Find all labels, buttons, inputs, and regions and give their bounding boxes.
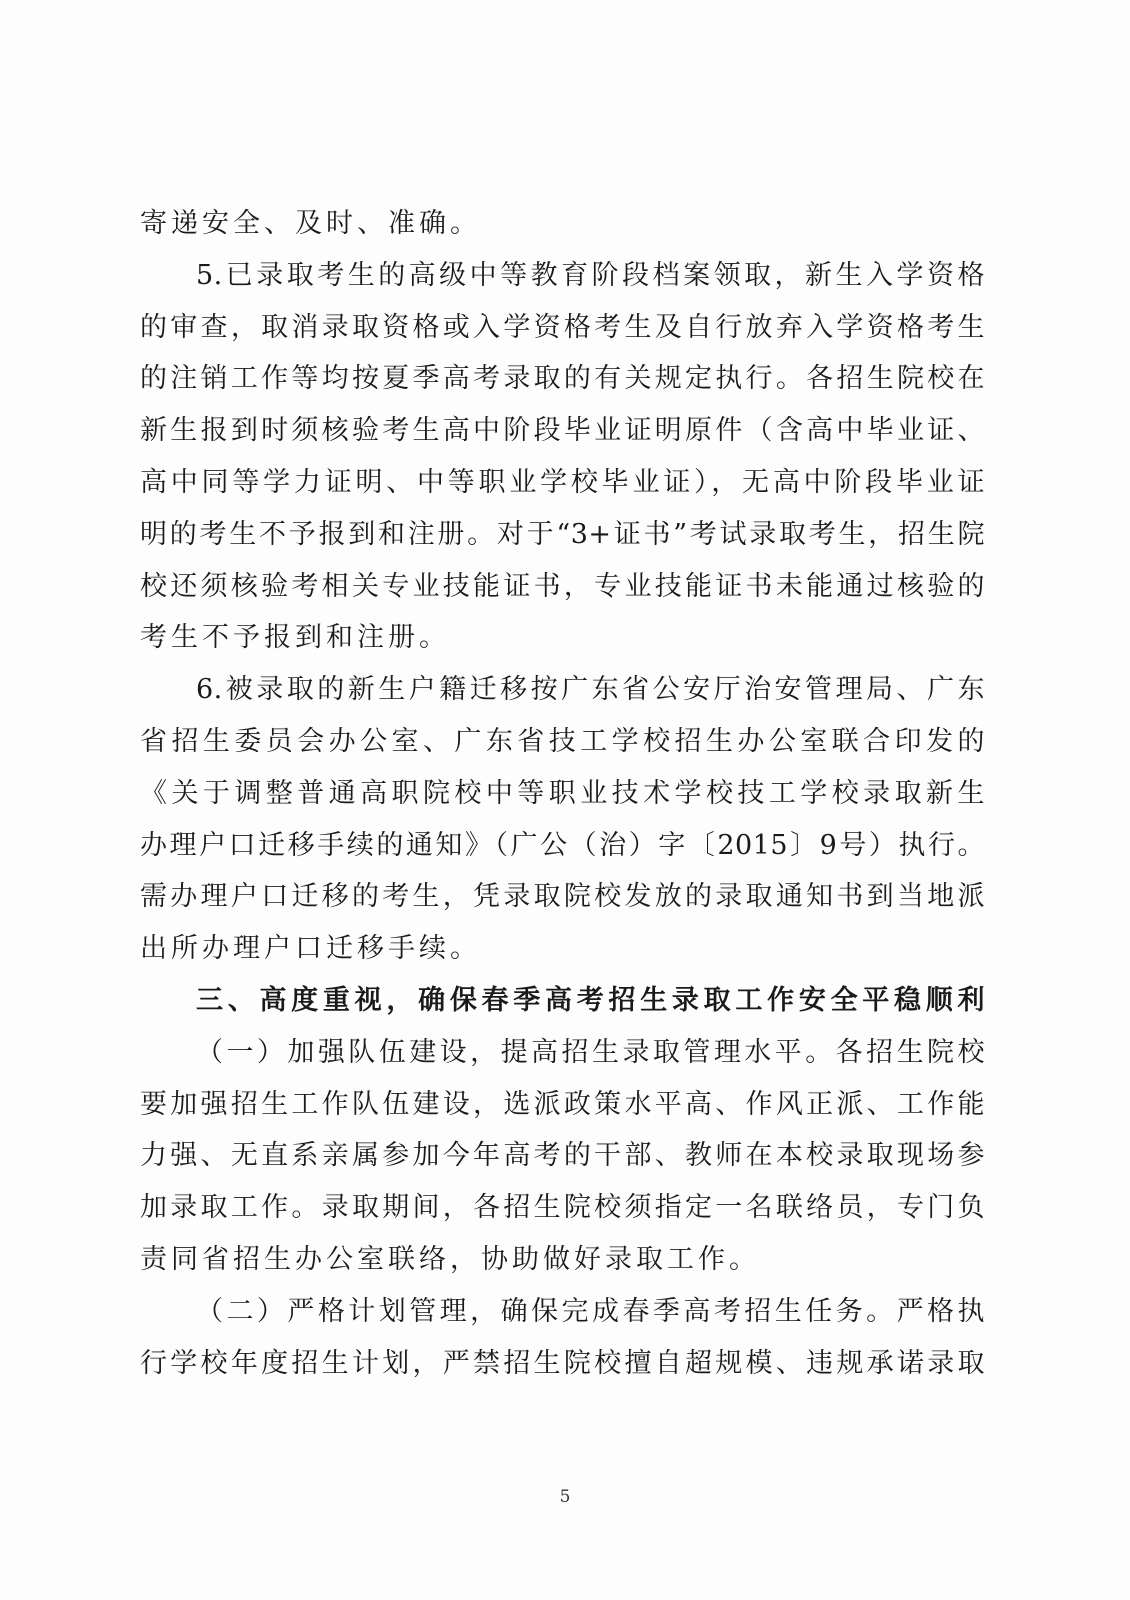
text-line [140,509,985,561]
line-text: 寄递安全、及时、准确。 [140,208,481,239]
line-text: 行学校年度招生计划，严禁招生院校擅自超规模、违规承诺录取 [140,1347,985,1379]
text-line [140,250,985,302]
line-text: （二）严格计划管理，确保完成春季高考招生任务。严格执 [196,1295,985,1327]
line-text: 责同省招生办公室联络，协助做好录取工作。 [140,1243,760,1275]
text-line [140,716,985,768]
line-text: （一）加强队伍建设，提高招生录取管理水平。各招生院校 [196,1036,985,1068]
text-line [140,302,985,354]
line-text: 三、高度重视，确保春季高考招生录取工作安全平稳顺利 [196,984,985,1016]
line-text: 明的考生不予报到和注册。对于“3+证书”考试录取考生，招生院 [140,518,985,550]
section-heading [140,975,985,1027]
line-text: 考生不予报到和注册。 [140,622,450,654]
page-number: 5 [559,1487,571,1507]
text-line [140,1027,985,1079]
text-line [140,768,985,820]
line-text: 需办理户口迁移的考生，凭录取院校发放的录取通知书到当地派 [140,881,985,913]
line-text: 5.已录取考生的高级中等教育阶段档案领取，新生入学资格 [196,259,985,291]
text-line [140,664,985,716]
line-text: 省招生委员会办公室、广东省技工学校招生办公室联合印发的 [140,725,985,757]
line-text: 新生报到时须核验考生高中阶段毕业证明原件（含高中毕业证、 [140,415,985,447]
text-line [140,1182,985,1234]
line-text: 力强、无直系亲属参加今年高考的干部、教师在本校录取现场参 [140,1140,985,1172]
text-line [140,871,985,923]
text-line [140,1286,985,1338]
text-line [140,1234,985,1286]
text-line [140,353,985,405]
line-text: 的注销工作等均按夏季高考录取的有关规定执行。各招生院校在 [140,363,985,395]
text-line [140,457,985,509]
body-text [140,198,985,1389]
line-text: 要加强招生工作队伍建设，选派政策水平高、作风正派、工作能 [140,1088,985,1120]
text-line [140,1130,985,1182]
text-line [140,1079,985,1131]
text-line [140,1338,985,1390]
text-line [140,561,985,613]
line-text: 校还须核验考相关专业技能证书，专业技能证书未能通过核验的 [140,570,985,602]
text-line [140,612,985,664]
line-text: 6.被录取的新生户籍迁移按广东省公安厅治安管理局、广东 [196,674,985,706]
text-line [140,198,985,250]
text-line [140,923,985,975]
line-text: 办理户口迁移手续的通知》（广公（治）字〔2015〕9号）执行。 [140,829,985,861]
line-text: 加录取工作。录取期间，各招生院校须指定一名联络员，专门负 [140,1192,985,1224]
line-text: 高中同等学力证明、中等职业学校毕业证），无高中阶段毕业证 [140,466,985,498]
line-text: 出所办理户口迁移手续。 [140,933,481,965]
line-text: 《关于调整普通高职院校中等职业技术学校技工学校录取新生 [140,777,985,809]
line-text: 的审查，取消录取资格或入学资格考生及自行放弃入学资格考生 [140,311,985,343]
text-line [140,405,985,457]
text-line [140,820,985,872]
